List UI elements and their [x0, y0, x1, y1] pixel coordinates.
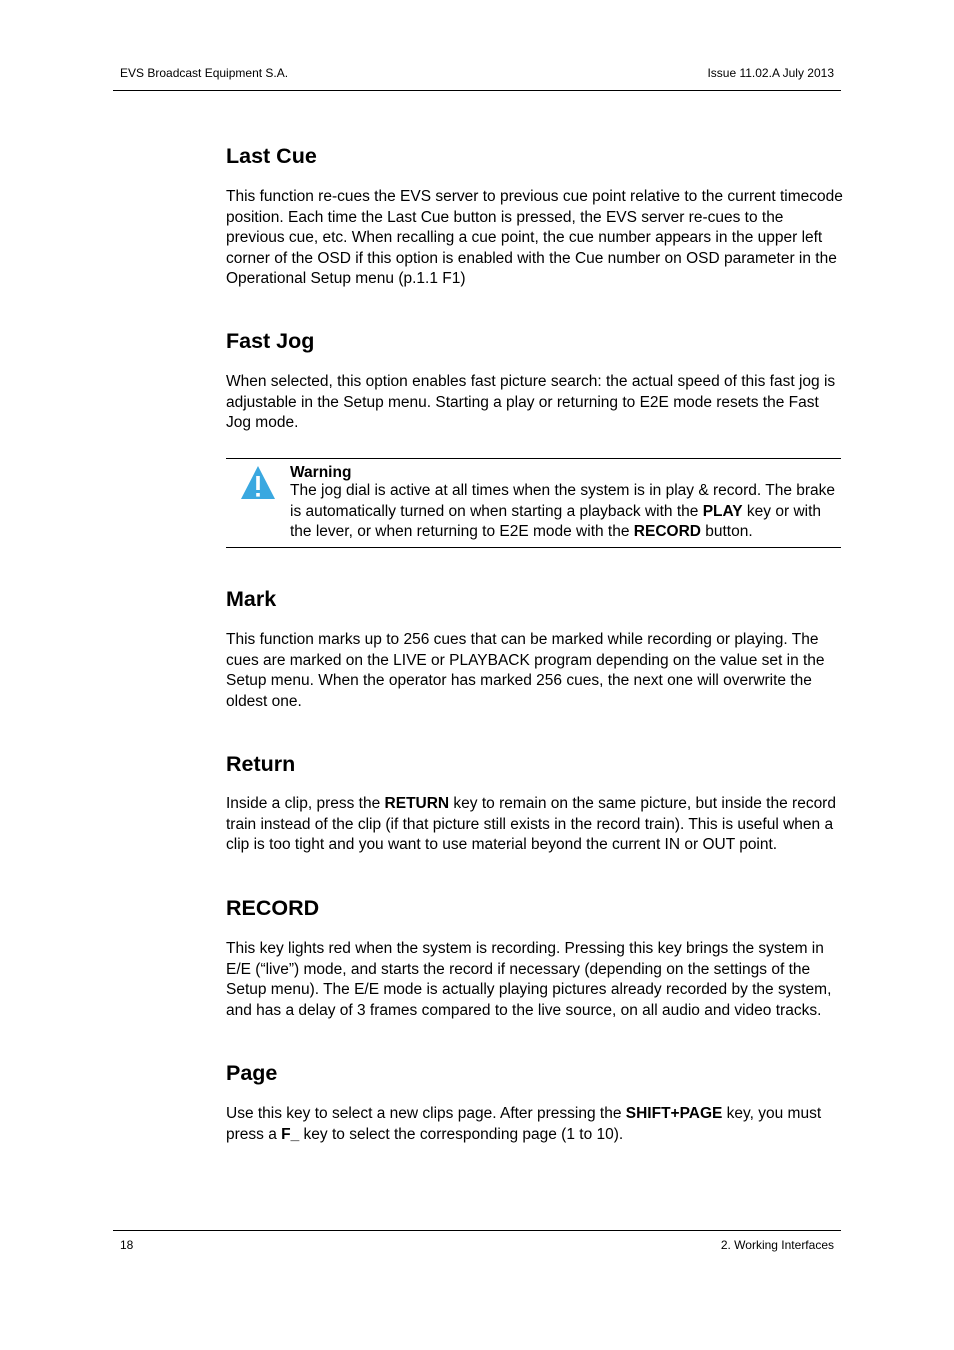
footer-rule	[113, 1230, 841, 1231]
footer-chapter: 2. Working Interfaces	[720, 1238, 834, 1252]
footer-page-number: 18	[120, 1238, 134, 1252]
section-title-page: Page	[226, 1061, 278, 1085]
warning-title: Warning	[290, 464, 352, 481]
section-title-last-cue: Last Cue	[226, 144, 317, 168]
section-body-return: Inside a clip, press the RETURN key to remain on the same picture, but inside the record train instead of the clip (if that picture still exists in the record train). This is useful when a clip is too tight and you want to use material beyond the current IN or OUT point.	[226, 795, 836, 854]
section-title-record: RECORD	[226, 896, 320, 920]
header-issue: Issue 11.02.A July 2013	[707, 66, 834, 80]
section-title-return: Return	[226, 752, 296, 776]
section-title-mark: Mark	[226, 587, 277, 611]
record-key-label: RECORD	[633, 523, 701, 541]
section-body-last-cue: This function re-cues the EVS server to previous cue point relative to the current timecode position. Each time the Last Cue button is pressed, the EVS server re-cues to the previous cue, etc. When recalling a cue point, the cue number appears in the upper left corner of the OSD if this option is enabled with the Cue number on OSD parameter in the Operational Setup menu (p.1.1 F1)	[226, 188, 843, 288]
warning-triangle-icon	[240, 464, 276, 500]
section-body-page: Use this key to select a new clips page. After pressing the SHIFT+PAGE key, you must press a F_ key to select the corresponding page (1 to 10).	[226, 1105, 822, 1143]
section-body-record: This key lights red when the system is recording. Pressing this key brings the system in E/E (“live”) mode, and starts the record if necessary (depending on the settings of the Setup menu). The E/E mode is actually playing pictures already recorded by the system, and has a delay of 3 frames compared to the live source, on all audio and video tracks.	[226, 940, 832, 1019]
f-key-label: F_	[281, 1125, 300, 1143]
shift-page-key-label: SHIFT+PAGE	[625, 1105, 723, 1122]
header-company: EVS Broadcast Equipment S.A.	[120, 66, 289, 80]
play-key-label: PLAY	[702, 502, 743, 520]
warning-text: The jog dial is active at all times when the system is in play & record. The brake is automatically turned on when starting a playback with the PLAY key or with the lever, or when returning to E2E mode with the RECORD button.	[290, 482, 836, 541]
warning-box	[226, 458, 841, 548]
header-rule	[113, 90, 841, 91]
section-title-fast-jog: Fast Jog	[226, 329, 315, 353]
return-key-label: RETURN	[384, 795, 450, 812]
section-body-mark: This function marks up to 256 cues that can be marked while recording or playing. The cues are marked on the LIVE or PLAYBACK program depending on the value set in the Setup menu. When the operator has marked 256 cues, the next one will overwrite the oldest one.	[226, 631, 825, 710]
section-body-fast-jog: When selected, this option enables fast picture search: the actual speed of this fast jog is adjustable in the Setup menu. Starting a play or returning to E2E mode resets the Fast Jog mode.	[226, 373, 836, 432]
